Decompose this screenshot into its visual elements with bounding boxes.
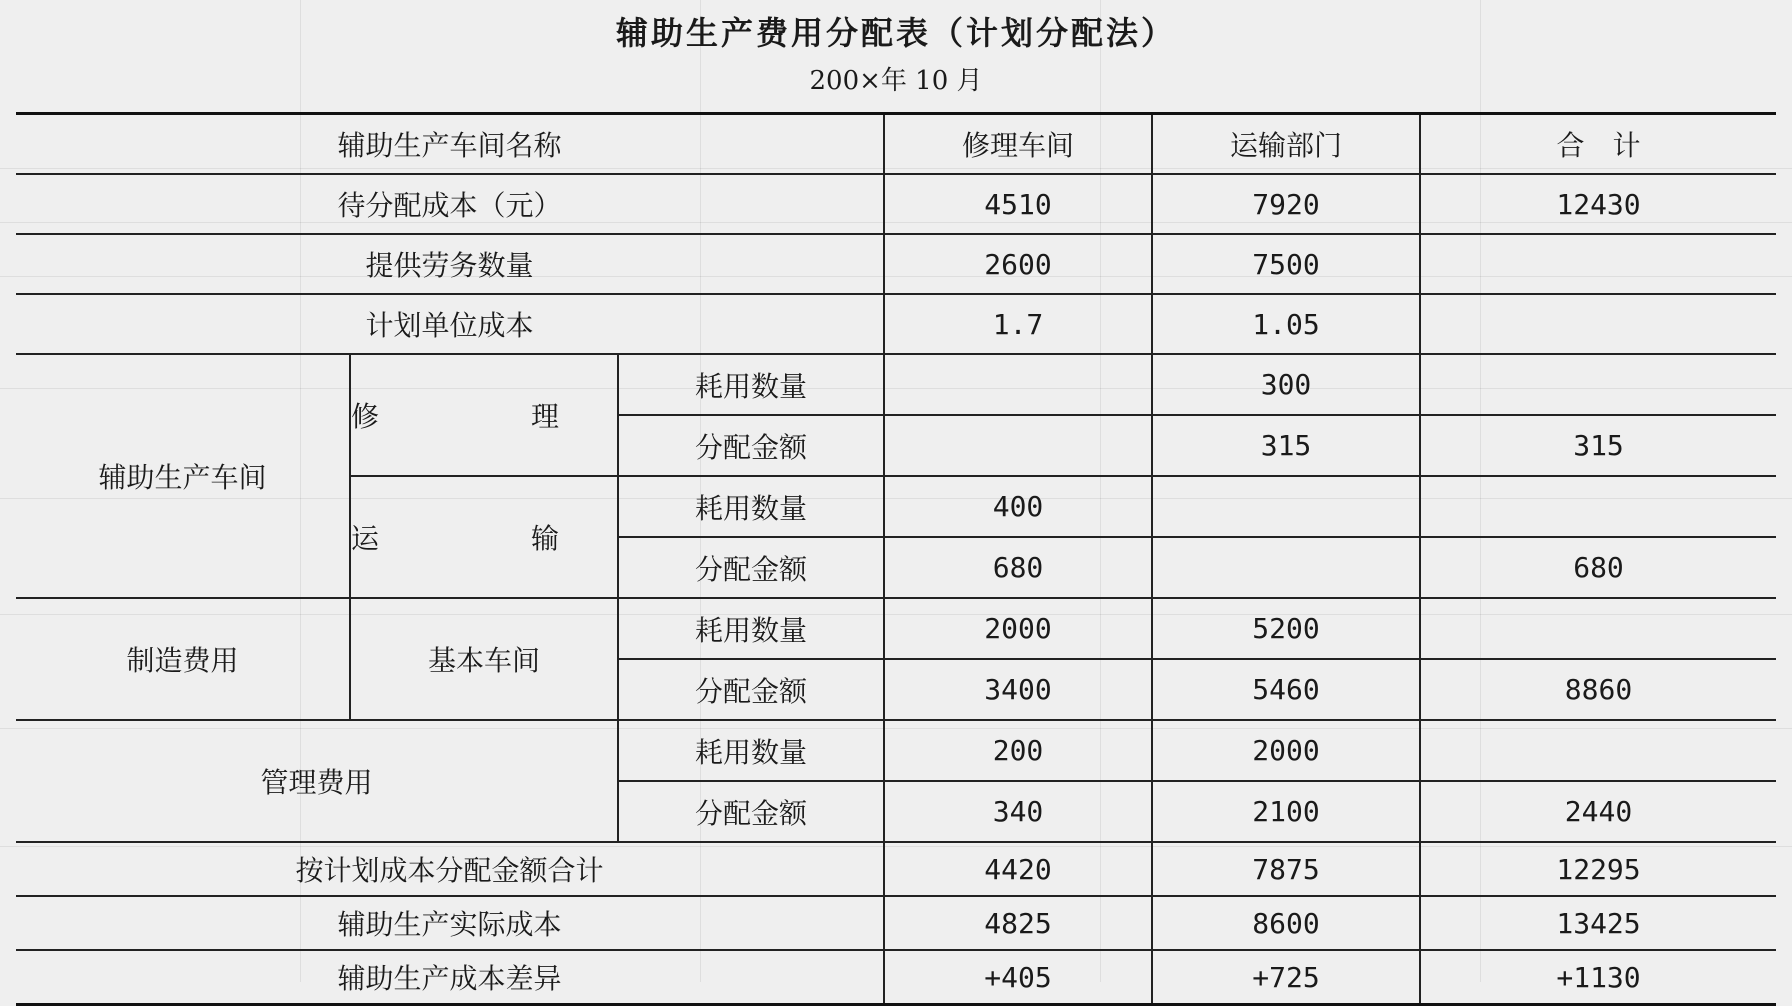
- cell-repair: 680: [884, 537, 1152, 598]
- cell-repair: 400: [884, 476, 1152, 537]
- table-title: 辅助生产费用分配表（计划分配法）: [615, 14, 1176, 52]
- cell-transport: 5460: [1152, 659, 1420, 720]
- cell-total: [1420, 476, 1776, 537]
- table-row-service-qty: [16, 234, 1776, 294]
- cell-total: [1420, 598, 1776, 659]
- cell-transport: 8600: [1152, 896, 1420, 950]
- row-label: 计划单位成本: [16, 294, 884, 354]
- cell-repair: 4825: [884, 896, 1152, 950]
- cell-transport: 2100: [1152, 781, 1420, 842]
- cell-total: [1420, 294, 1776, 354]
- cell-repair: [884, 354, 1152, 415]
- subgroup-repair: [350, 354, 622, 476]
- cell-total: 680: [1420, 537, 1776, 598]
- cell-repair: 1.7: [884, 294, 1152, 354]
- cell-total: 12295: [1420, 842, 1776, 896]
- table-row-plan-total: [16, 842, 1776, 896]
- cell-total: 13425: [1420, 896, 1776, 950]
- cell-transport: 7500: [1152, 234, 1420, 294]
- subgroup-transport-label: 运 输: [351, 522, 622, 555]
- cell-repair: 4510: [884, 174, 1152, 234]
- cell-repair: +405: [884, 950, 1152, 1005]
- cell-total: 12430: [1420, 174, 1776, 234]
- cell-total: 8860: [1420, 659, 1776, 720]
- header-repair: 修理车间: [884, 114, 1152, 175]
- cell-transport: 315: [1152, 415, 1420, 476]
- row-label: 待分配成本（元）: [16, 174, 884, 234]
- subgroup-transport: [350, 476, 622, 598]
- item-label-qty: 耗用数量: [618, 598, 884, 659]
- cell-repair: 200: [884, 720, 1152, 781]
- table-row-pending-cost: [16, 174, 1776, 234]
- item-label-amount: 分配金额: [618, 781, 884, 842]
- cell-total: [1420, 234, 1776, 294]
- cell-transport: 7920: [1152, 174, 1420, 234]
- table-row-plan-unit-cost: [16, 294, 1776, 354]
- group-admin-expense: 管理费用: [16, 720, 618, 842]
- subgroup-repair-label: 修 理: [351, 400, 622, 433]
- cell-repair: 340: [884, 781, 1152, 842]
- item-label-amount: 分配金额: [618, 537, 884, 598]
- table-row-basic-qty: [16, 598, 1776, 659]
- cell-transport: [1152, 537, 1420, 598]
- row-label: 辅助生产成本差异: [16, 950, 884, 1005]
- cell-total: +1130: [1420, 950, 1776, 1005]
- cell-transport: [1152, 476, 1420, 537]
- cell-repair: 3400: [884, 659, 1152, 720]
- header-transport: 运输部门: [1152, 114, 1420, 175]
- cell-repair: 2600: [884, 234, 1152, 294]
- header-row: [16, 114, 1776, 175]
- item-label-qty: 耗用数量: [618, 720, 884, 781]
- cell-repair: 4420: [884, 842, 1152, 896]
- allocation-table: [16, 112, 1776, 1006]
- cell-total: 2440: [1420, 781, 1776, 842]
- table-row-actual-cost: [16, 896, 1776, 950]
- cell-transport: 7875: [1152, 842, 1420, 896]
- cell-transport: +725: [1152, 950, 1420, 1005]
- item-label-amount: 分配金额: [618, 659, 884, 720]
- row-label: 辅助生产实际成本: [16, 896, 884, 950]
- group-mfg-overhead: 制造费用: [16, 598, 350, 720]
- header-name-col: 辅助生产车间名称: [16, 114, 884, 175]
- item-label-qty: 耗用数量: [618, 354, 884, 415]
- table-date: 200×年 10 月: [809, 66, 983, 96]
- header-total: 合 计: [1420, 114, 1776, 175]
- item-label-qty: 耗用数量: [618, 476, 884, 537]
- cell-repair: 2000: [884, 598, 1152, 659]
- row-label: 按计划成本分配金额合计: [16, 842, 884, 896]
- table-row-repair-qty: [16, 354, 1776, 415]
- cell-transport: 300: [1152, 354, 1420, 415]
- table-row-admin-qty: [16, 720, 1776, 781]
- row-label: 提供劳务数量: [16, 234, 884, 294]
- cell-transport: 2000: [1152, 720, 1420, 781]
- cell-total: 315: [1420, 415, 1776, 476]
- cell-transport: 1.05: [1152, 294, 1420, 354]
- subgroup-basic-workshop: 基本车间: [350, 598, 618, 720]
- cell-total: [1420, 354, 1776, 415]
- cell-repair: [884, 415, 1152, 476]
- group-aux-workshop: 辅助生产车间: [16, 354, 350, 598]
- cell-transport: 5200: [1152, 598, 1420, 659]
- table-row-variance: [16, 950, 1776, 1005]
- item-label-amount: 分配金额: [618, 415, 884, 476]
- cell-total: [1420, 720, 1776, 781]
